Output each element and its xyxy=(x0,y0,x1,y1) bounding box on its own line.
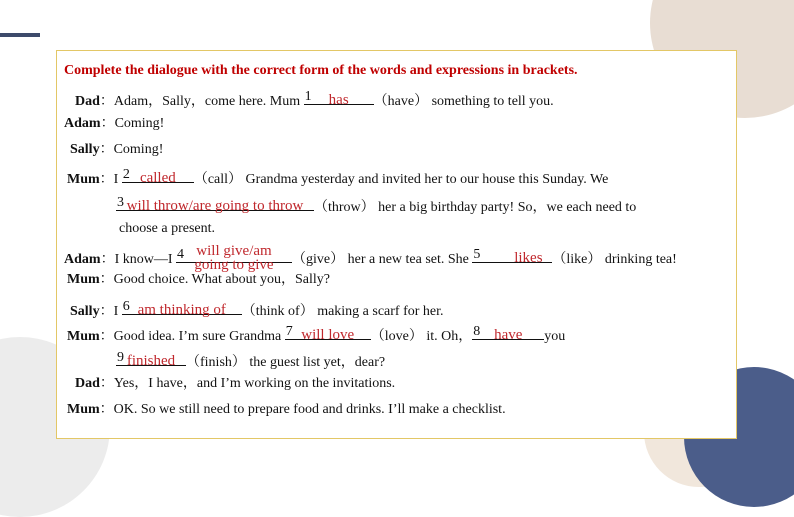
blank-3[interactable]: 3 will throw/are going to throw xyxy=(116,195,314,211)
blank-5[interactable]: 5 likes xyxy=(472,247,552,263)
answer-8: have xyxy=(494,327,523,343)
dialogue-line-adam-2: Adam：I know—I 4 will give/am going to give （give） her a new tea set. She 5 likes （like） drinking tea! xyxy=(64,243,677,273)
dialogue-line-mum-1-cont: 3 will throw/are going to throw （throw） her a big birthday party! So，we each need to xyxy=(117,195,637,215)
dialogue-line-mum-4: Mum：OK. So we still need to prepare food and drinks. I’ll make a checklist. xyxy=(67,402,506,417)
answer-3: will throw/are going to throw xyxy=(126,198,304,214)
blank-9[interactable]: 9 finished xyxy=(116,350,186,366)
blank-8[interactable]: 8 have xyxy=(472,324,544,340)
answer-6: am thinking of xyxy=(137,302,226,318)
dialogue-line-mum-3-cont: 9 finished （finish） the guest list yet，dear? xyxy=(117,350,386,370)
dialogue-line-mum-3: Mum：Good idea. I’m sure Grandma 7 will love （love） it. Oh， 8 have you xyxy=(67,324,566,344)
answer-7: will love xyxy=(301,327,355,343)
answer-4: will give/am going to give xyxy=(194,243,274,273)
answer-5: likes xyxy=(514,250,543,266)
accent-bar xyxy=(0,33,40,37)
blank-2[interactable]: 2 called xyxy=(122,167,194,183)
dialogue-line-dad-2: Dad：Yes，I have，and I’m working on the invitations. xyxy=(75,376,396,391)
dialogue-line-mum-1-cont2: choose a present. xyxy=(119,221,216,236)
dialogue-line-mum-2: Mum：Good choice. What about you，Sally? xyxy=(67,272,330,287)
dialogue-line-mum-1: Mum：I 2 called （call） Grandma yesterday and invited her to our house this Sunday. We xyxy=(67,167,609,187)
blank-4[interactable]: 4 will give/am going to give xyxy=(176,247,292,263)
dialogue-line-sally-1: Sally：Coming! xyxy=(70,142,164,157)
blank-7[interactable]: 7 will love xyxy=(285,324,371,340)
dialogue-line-dad-1: Dad：Adam，Sally，come here. Mum 1 has （have） something to tell you. xyxy=(75,89,554,109)
answer-9: finished xyxy=(126,353,176,369)
blank-1[interactable]: 1 has xyxy=(304,89,374,105)
answer-2: called xyxy=(139,170,176,186)
speaker: Dad xyxy=(75,94,100,109)
dialogue-line-adam-1: Adam：Coming! xyxy=(64,116,165,131)
dialogue-line-sally-2: Sally：I 6 am thinking of （think of） making a scarf for her. xyxy=(70,299,444,319)
answer-1: has xyxy=(328,92,349,108)
exercise-title: Complete the dialogue with the correct form of the words and expressions in brackets. xyxy=(64,63,578,78)
blank-6[interactable]: 6 am thinking of xyxy=(122,299,242,315)
